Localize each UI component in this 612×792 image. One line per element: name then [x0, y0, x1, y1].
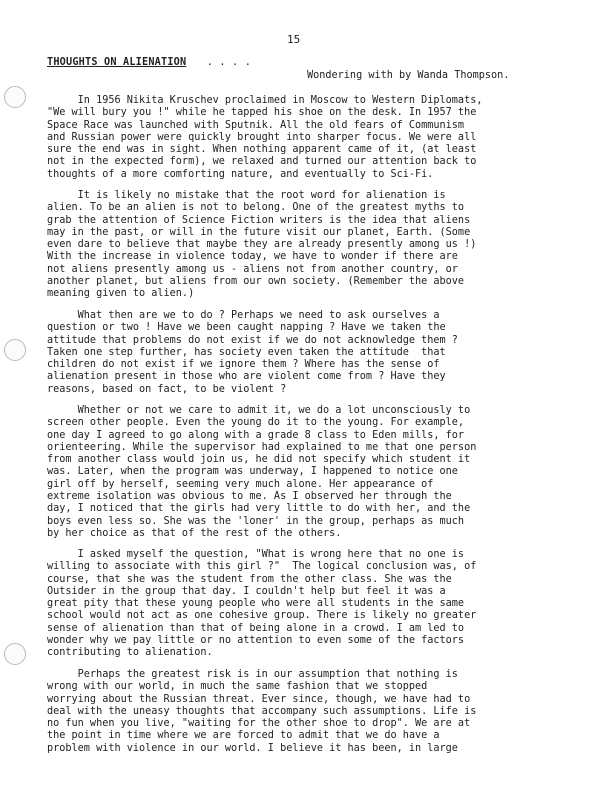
title-dots: . . . .	[206, 57, 252, 68]
page-number: 15	[287, 33, 301, 46]
punch-hole-bottom	[4, 643, 26, 665]
paragraph-5: I asked myself the question, "What is wrong here that no one is willing to associate with this girl ?" The logical conclusion was, of course, that she was the student from the other class. She was the Outsider in the group that day. I couldn't help but feel it was a great pity that these young people who were all students in the same school would not act as one cohesive group. There is likely no greater sense of alienation than that of being alone in a crowd. I am led to wonder why we pay little or no attention to even some of the factors contributing to alienation.	[47, 549, 477, 659]
article-title	[47, 57, 251, 68]
paragraph-6: Perhaps the greatest risk is in our assumption that nothing is wrong with our world, in much the same fashion that we stopped worrying about the Russian threat. Ever since, though, we have had to deal with the uneasy thoughts that accompany such assumptions. Life is no fun when you live, "waiting for the other shoe to drop". We are at the point in time where we are forced to admit that we do have a problem with violence in our world. I believe it has been, in large	[47, 669, 477, 754]
paragraph-4: Whether or not we care to admit it, we do a lot unconsciously to screen other people. Even the young do it to the young. For example, one day I agreed to go along with a grade 8 class to Eden mills, for orienteering. While the supervisor had explained to me that one person from another class would join us, he did not specify which student it was. Later, when the program was underway, I happened to notice one girl off by herself, seeming very much alone. Her appearance of extreme isolation was obvious to me. As I observed her through the day, I noticed that the girls had very little to do with her, and the boys even less so. She was the 'loner' in the group, perhaps as much by her choice as that of the rest of the others.	[47, 405, 477, 539]
paragraph-1: In 1956 Nikita Kruschev proclaimed in Moscow to Western Diplomats, "We will bury you !" while he tapped his shoe on the desk. In 1957 the Space Race was launched with Sputnik. All the old fears of Communism and Russian power were quickly brought into sharper focus. We were all sure the end was in sight. When nothing apparent came of it, (at least not in the expected form), we relaxed and turned our attention back to thoughts of a more comforting nature, and eventually to Sci-Fi.	[47, 95, 483, 180]
paragraph-2: It is likely no mistake that the root word for alienation is alien. To be an alien is not to belong. One of the greatest myths to grab the attention of Science Fiction writers is the idea that aliens may in the past, or will in the future visit our planet, Earth. (Some even dare to believe that maybe they are already presently among us !) With the increase in violence today, we have to wonder if there are not aliens presently among us - aliens not from another country, or another planet, but aliens from our own society. (Remember the above meaning given to alien.)	[47, 190, 477, 300]
title-text: THOUGHTS ON ALIENATION	[47, 57, 187, 68]
byline: Wondering with by Wanda Thompson.	[307, 70, 510, 81]
punch-hole-middle	[4, 339, 26, 361]
punch-hole-top	[4, 86, 26, 108]
paragraph-3: What then are we to do ? Perhaps we need to ask ourselves a question or two ! Have we been caught napping ? Have we taken the attitude that problems do not exist if we do not acknowledge them ? Taken one step further, has society even taken the attitude that children do not exist if we ignore them ? Where has the sense of alienation present in those who are violent come from ? Have they reasons, based on fact, to be violent ?	[47, 310, 458, 395]
